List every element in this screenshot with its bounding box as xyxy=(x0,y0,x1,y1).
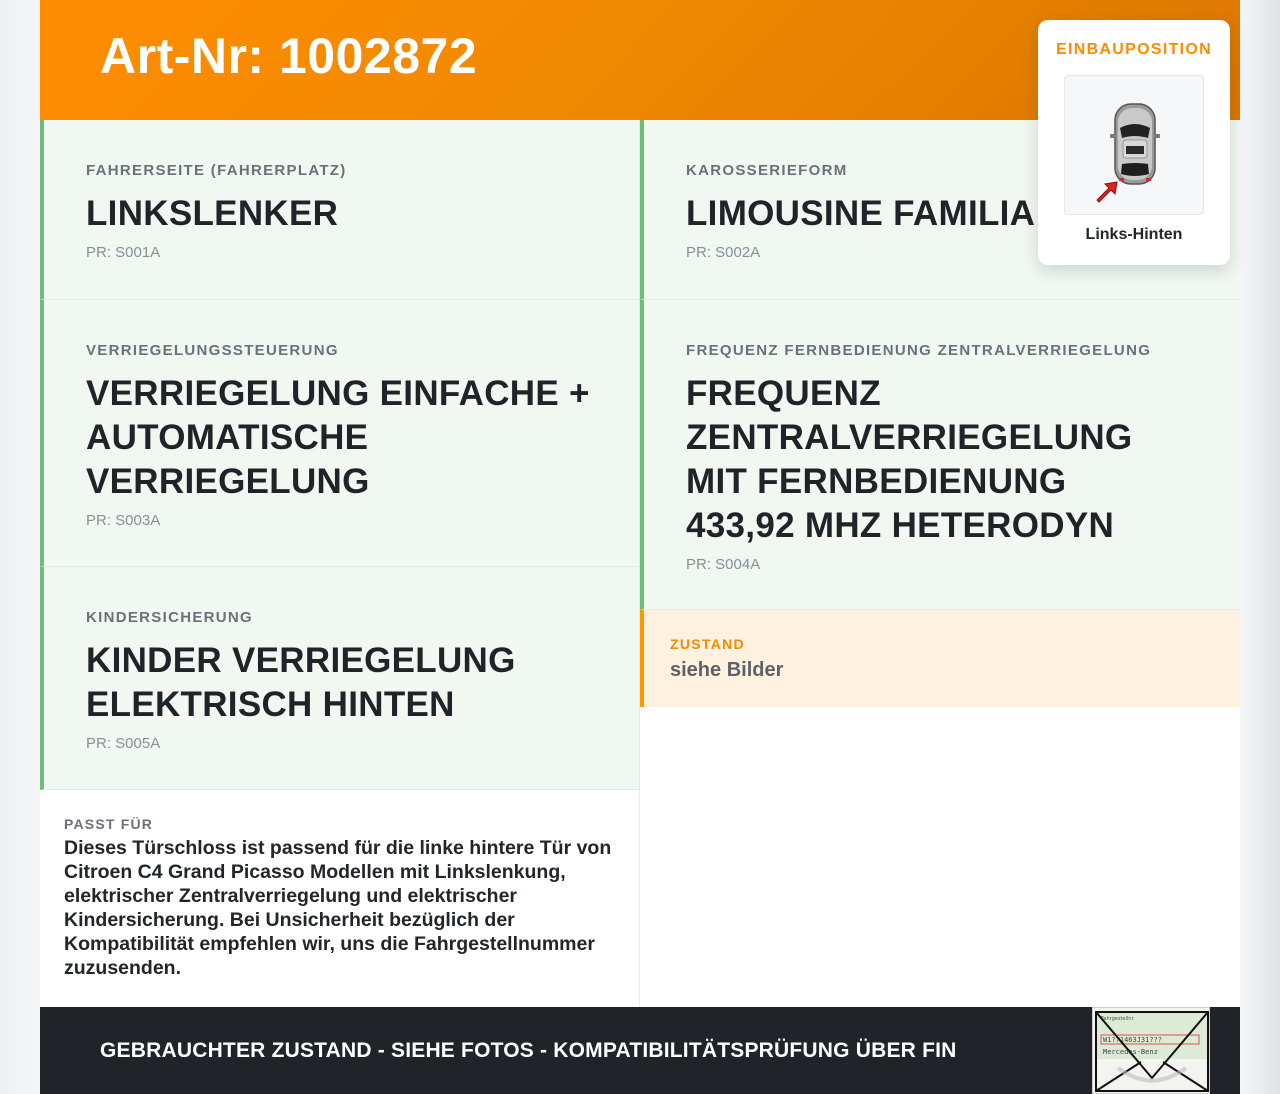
spec-value: KINDER VERRIEGELUNG ELEKTRISCH HINTEN xyxy=(86,641,516,724)
spec-card-frequenz xyxy=(640,300,1240,610)
spec-card-fahrerseite xyxy=(40,120,640,300)
einbauposition-caption: Links-Hinten xyxy=(1085,226,1183,243)
spec-code: PR: S005A xyxy=(86,735,161,752)
spec-label: FREQUENZ FERNBEDIENUNG ZENTRALVERRIEGELUNG xyxy=(686,342,1152,359)
spec-label: KAROSSERIEFORM xyxy=(686,162,848,179)
spec-label: FAHRERSEITE (FAHRERPLATZ) xyxy=(86,162,347,179)
spec-value: FREQUENZ ZENTRALVERRIEGELUNG MIT FERNBEDIENUNG 433,92 MHZ HETERODYN xyxy=(686,374,1133,545)
spec-label: KINDERSICHERUNG xyxy=(86,609,254,626)
fin-document-image xyxy=(1093,1008,1210,1094)
spec-code: PR: S004A xyxy=(686,556,761,573)
zustand-label: ZUSTAND xyxy=(670,636,745,652)
einbauposition-card xyxy=(1038,20,1230,265)
compatibility-text: Dieses Türschloss ist passend für die linke hintere Tür von Citroen C4 Grand Picasso Modellen mit Linkslenkung, elektrischer Zentralverriegelung und elektrischer Kindersicherung. Bei Unsicherheit bezüglich der Kompatibilität empfehlen wir, uns die Fahrgestellnummer zuzusenden. xyxy=(64,837,612,979)
car-top-view-with-arrow-icon xyxy=(1064,75,1204,215)
spec-label: VERRIEGELUNGSSTEUERUNG xyxy=(86,342,339,359)
footer-bar xyxy=(40,1007,1240,1094)
svg-text:W1?71463J31???: W1?71463J31??? xyxy=(1103,1036,1163,1044)
spec-card-verriegelungssteuerung xyxy=(40,300,640,567)
spec-card-kindersicherung xyxy=(40,567,640,790)
spec-code: PR: S003A xyxy=(86,512,161,529)
compatibility-section xyxy=(40,790,640,1007)
einbauposition-title: EINBAUPOSITION xyxy=(1056,41,1212,58)
spec-code: PR: S002A xyxy=(686,244,761,261)
fin-envelope-icon xyxy=(1092,1007,1210,1094)
spec-value: LIMOUSINE FAMILIA xyxy=(686,194,1036,233)
zustand-value: siehe Bilder xyxy=(670,659,784,681)
footer-notice: GEBRAUCHTER ZUSTAND - SIEHE FOTOS - KOMPATIBILITÄTSPRÜFUNG ÜBER FIN xyxy=(100,1039,957,1062)
svg-text:Fahrgestellnr.: Fahrgestellnr. xyxy=(1101,1016,1135,1022)
spec-code: PR: S001A xyxy=(86,244,161,261)
compatibility-label: PASST FÜR xyxy=(64,816,154,832)
empty-area xyxy=(640,707,1240,1007)
spec-value: VERRIEGELUNG EINFACHE + AUTOMATISCHE VERRIEGELUNG xyxy=(86,374,590,501)
car-position-diagram xyxy=(1065,76,1205,216)
zustand-card xyxy=(640,610,1240,707)
article-number-title: Art-Nr: 1002872 xyxy=(100,28,478,84)
svg-text:Mercedes-Benz: Mercedes-Benz xyxy=(1103,1048,1158,1056)
spec-value: LINKSLENKER xyxy=(86,194,339,233)
